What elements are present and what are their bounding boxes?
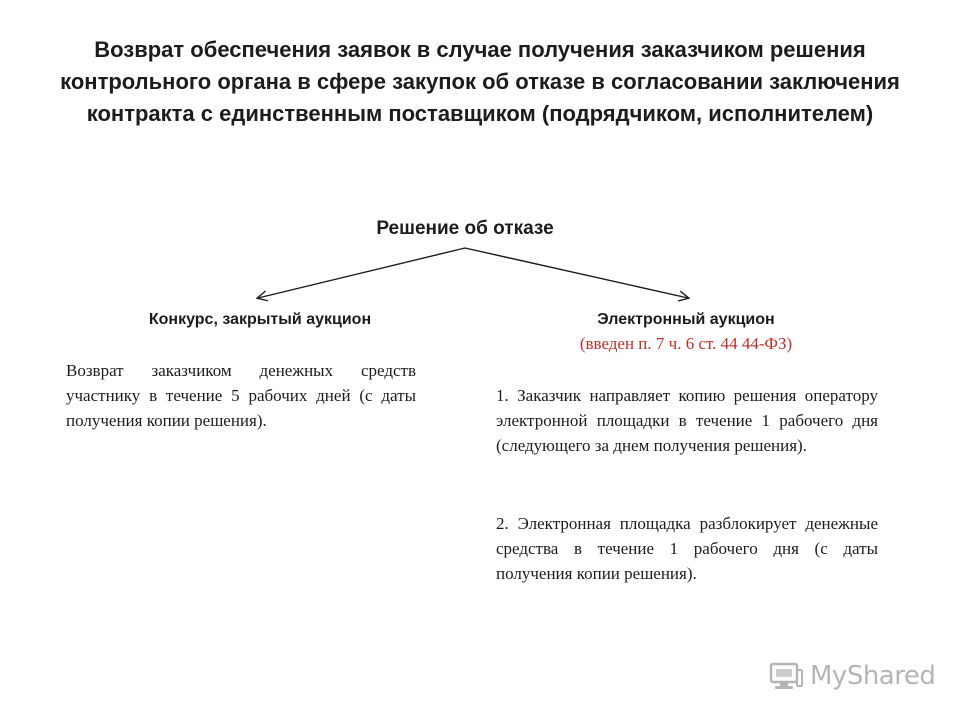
right-branch-note: (введен п. 7 ч. 6 ст. 44 44-ФЗ) [579, 334, 793, 353]
right-branch-step-1: 1. Заказчик направляет копию решения оператору электронной площадки в течение 1 рабочего дня (следующего за днем получения решения). [496, 386, 878, 455]
right-branch-step-2: 2. Электронная площадка разблокирует денежные средства в течение 1 рабочего дня (с даты получения копии решения). [496, 514, 878, 583]
watermark [768, 656, 938, 696]
left-branch-text: Возврат заказчиком денежных средств участнику в течение 5 рабочих дней (с даты получения копии решения). [66, 361, 416, 430]
computer-logo-icon [768, 658, 804, 694]
slide-title: Возврат обеспечения заявок в случае получения заказчиком решения контрольного органа в сфере закупок об отказе в согласовании заключения контракта с единственным поставщиком (подрядчиком, исполнителем) [60, 37, 900, 126]
arrow-right [465, 248, 688, 298]
right-branch-heading: Электронный аукцион [597, 311, 775, 328]
decision-label: Решение об отказе [376, 218, 554, 239]
left-branch-heading: Конкурс, закрытый аукцион [148, 311, 372, 328]
arrow-left [258, 248, 465, 298]
watermark-text: MyShared [810, 661, 936, 691]
